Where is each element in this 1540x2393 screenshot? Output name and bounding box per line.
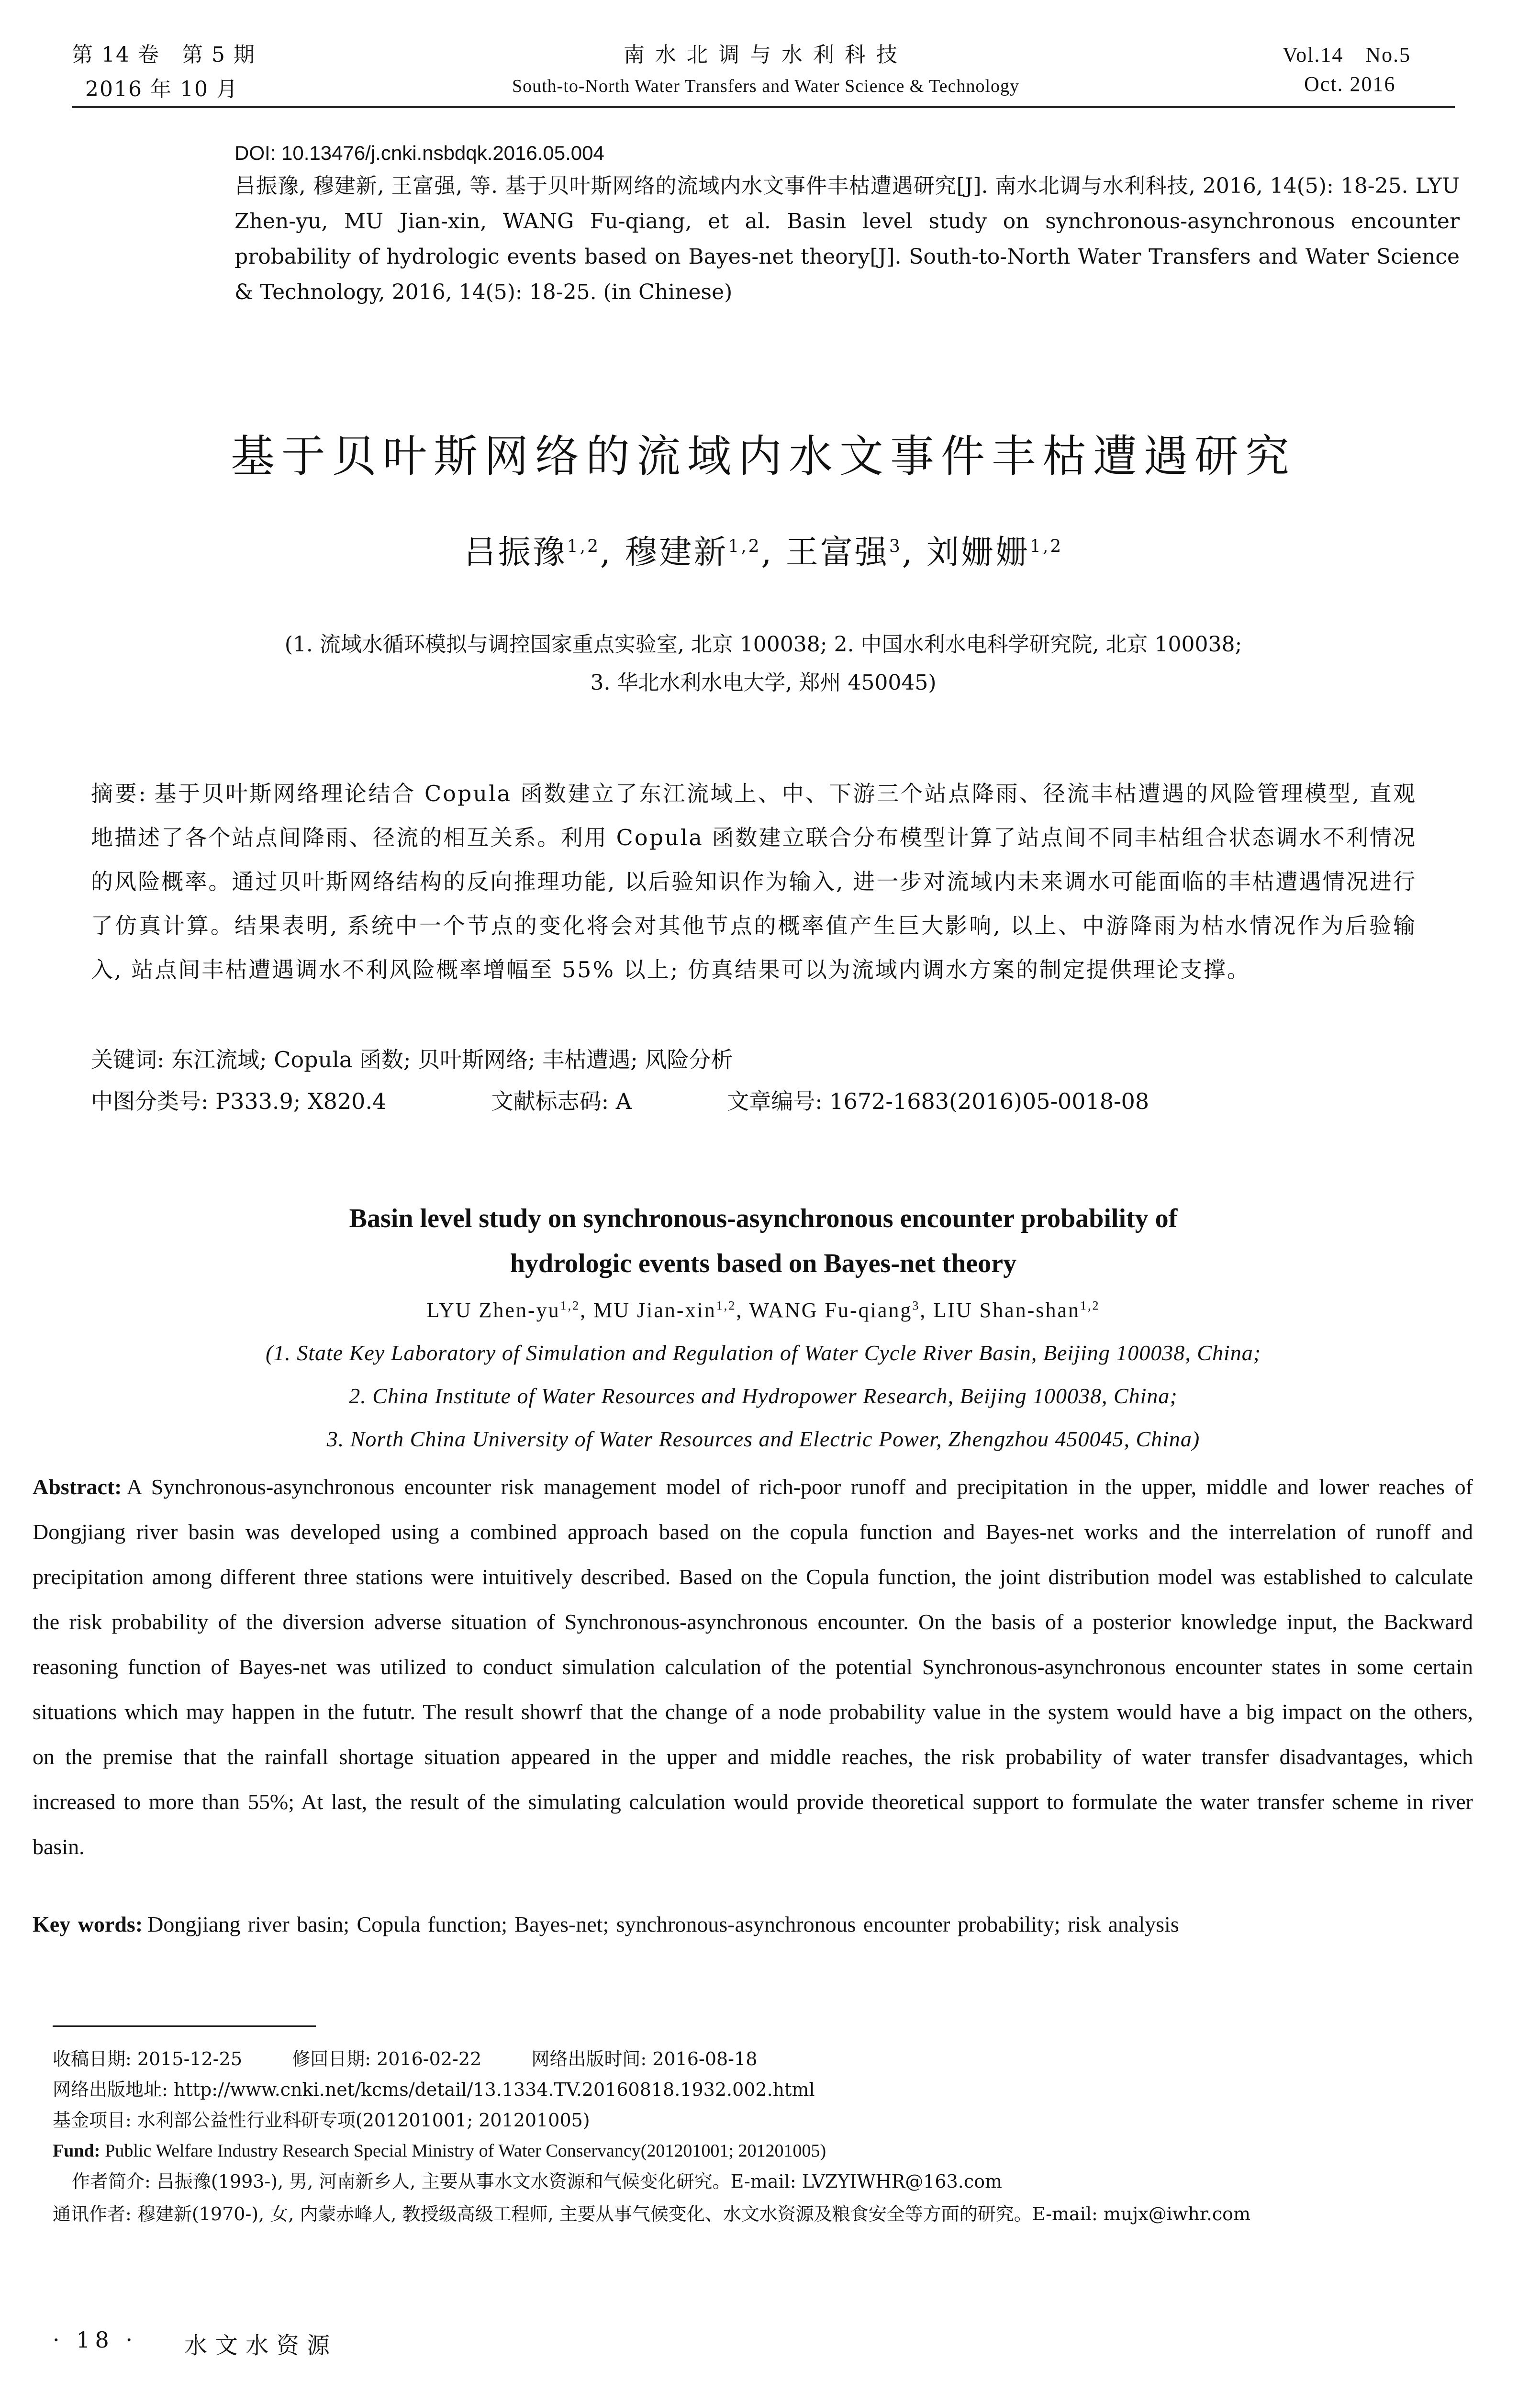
author-affil-sup: 1,2 [1029,537,1063,557]
author-name: 王富强 [785,534,889,571]
footnote-corresponding [53,2199,1460,2229]
header-date-en: Oct. 2016 [1304,72,1396,96]
header-date: 2016 年 10 月 [85,77,238,101]
header-rule [72,106,1455,108]
corr-text: 穆建新(1970-), 女, 内蒙赤峰人, 教授级高级工程师, 主要从事气候变化、水文水资源及粮食安全等方面的研究。E-mail: mujx@iwhr.com [137,2203,1251,2225]
footnote-url [53,2074,815,2105]
author-name-en: WANG Fu-qiang [749,1298,913,1322]
keywords-cn-label: 关键词: [91,1047,165,1073]
citation-reference: 吕振豫, 穆建新, 王富强, 等. 基于贝叶斯网络的流域内水文事件丰枯遭遇研究[J]. 南水北调与水利科技, 2016, 14(5): 18-25. LYU Zhen-yu, MU Jian-xin, WANG Fu-qiang, et al. Basin level study on synchronous-asynchronous encounter probability of hydrologic events based on Bayes-net theory[J]. South-to-North Water Transfers and Water Science & Technology, 2016, 14(5): 18-25. (in Chinese) [234,174,1460,304]
online-url[interactable]: http://www.cnki.net/kcms/detail/13.1334.TV.20160818.1932.002.html [173,2079,815,2100]
author-affil-sup: 1,2 [728,537,761,557]
class-value: P333.9; X820.4 [215,1088,387,1114]
abstract-cn [91,772,1417,992]
author-affil-sup: 1,2 [560,1298,580,1313]
affiliations-en-line3: 3. North China University of Water Resources and Electric Power, Zhengzhou 450045, China) [326,1427,1200,1451]
author-bio-label: 作者简介: [72,2171,151,2192]
keywords-en-text: Dongjiang river basin; Copula function; Bayes-net; synchronous-asynchronous encounter probability; risk analysis [147,1912,1179,1936]
author-affil-sup: 3 [889,537,902,557]
author-name: 吕振豫 [463,534,567,571]
fund-en-label: Fund: [53,2141,100,2161]
url-label: 网络出版地址: [53,2079,168,2100]
authors-cn: 吕振豫$^{1,2}$, 穆建新$^{1,2}$, 王富强$^3$, 刘姗姗$^{1,2}$ [463,534,1063,571]
header-journal-en: South-to-North Water Transfers and Water Science & Technology [512,76,1020,96]
fund-cn-label: 基金项目: [53,2110,132,2131]
doc-code-label: 文献标志码: [491,1088,609,1114]
affiliations-cn-line2: 3. 华北水利水电大学, 郑州 450045) [590,671,937,695]
author-affil-sup: 3 [912,1298,920,1313]
author-affil-sup: 1,2 [567,537,601,557]
classification-line [91,1084,1149,1116]
affiliations-cn-line1: (1. 流域水循环模拟与调控国家重点实验室, 北京 100038; 2. 中国水利水电科学研究院, 北京 100038; [284,632,1242,657]
article-no-value: 1672-1683(2016)05-0018-08 [829,1088,1149,1114]
abstract-cn-label: 摘要: [91,781,147,806]
fund-en-text: Public Welfare Industry Research Special Ministry of Water Conservancy(201201001; 201201005) [105,2141,826,2161]
authors-en: LYU Zhen-yu$^{1,2}$, MU Jian-xin$^{1,2}$, WANG Fu-qiang$^3$, LIU Shan-shan$^{1,2}$ [426,1298,1100,1322]
revised-date: 2016-02-22 [377,2048,482,2069]
doc-code-value: A [615,1088,632,1114]
corr-label: 通讯作者: [53,2203,132,2225]
footnote-rule [53,2025,316,2027]
keywords-en [33,1902,1473,1947]
header-vol-no-en: Vol.14 No.5 [1283,43,1411,67]
author-name: 穆建新 [625,534,728,571]
section-name: 水文水资源 [184,2332,338,2359]
header-journal-cn: 南水北调与水利科技 [624,43,908,67]
received-label: 收稿日期: [53,2048,132,2069]
article-title-en-line1: Basin level study on synchronous-asynchronous encounter probability of [349,1204,1178,1233]
author-name-en: MU Jian-xin [593,1298,716,1322]
online-date: 2016-08-18 [652,2048,758,2069]
received-date: 2015-12-25 [137,2048,242,2069]
abstract-en [33,1465,1473,1869]
online-label: 网络出版时间: [531,2048,647,2069]
affiliations-en-line1: (1. State Key Laboratory of Simulation and Regulation of Water Cycle River Basin, Beijing 100038, China; [265,1341,1261,1365]
doi: DOI: 10.13476/j.cnki.nsbdqk.2016.05.004 [234,142,604,164]
header-volume-issue: 第 14 卷 第 5 期 [72,43,256,67]
keywords-en-label: Key words: [33,1912,143,1936]
author-name-en: LIU Shan-shan [933,1298,1080,1322]
keywords-cn [91,1042,733,1074]
footnote-fund-cn [53,2105,590,2136]
abstract-en-label: Abstract: [33,1475,122,1499]
footnote-author-bio [72,2166,1002,2197]
author-bio-text: 吕振豫(1993-), 男, 河南新乡人, 主要从事水文水资源和气候变化研究。E-mail: LVZYIWHR@163.com [156,2171,1003,2192]
author-name-en: LYU Zhen-yu [426,1298,560,1322]
keywords-cn-text: 东江流域; Copula 函数; 贝叶斯网络; 丰枯遭遇; 风险分析 [171,1047,733,1073]
author-name: 刘姗姗 [926,534,1030,571]
abstract-en-text: A Synchronous-asynchronous encounter risk management model of rich-poor runoff and precipitation in the upper, middle and lower reaches of Dongjiang river basin was developed using a combined approach based on the copula function and Bayes-net works and the interrelation of runoff and precipitation among different three stations were intuitively described. Based on the Copula function, the joint distribution model was established to calculate the risk probability of the diversion adverse situation of Synchronous-asynchronous encounter. On the basis of a posterior knowledge input, the Backward reasoning function of Bayes-net was utilized to conduct simulation calculation of the potential Synchronous-asynchronous encounter states in some certain situations which may happen in the fututr. The result showrf that the change of a node probability value in the system would have a big impact on the others, on the premise that the rainfall shortage situation appeared in the upper and middle reaches, the risk probability of water transfer disadvantages, which increased to more than 55%; At last, the result of the simulating calculation would provide theoretical support to formulate the water transfer scheme in river basin. [33,1475,1473,1859]
author-affil-sup: 1,2 [1080,1298,1100,1313]
article-title-cn: 基于贝叶斯网络的流域内水文事件丰枯遭遇研究 [230,431,1296,482]
abstract-cn-text: 基于贝叶斯网络理论结合 Copula 函数建立了东江流域上、中、下游三个站点降雨、径流丰枯遭遇的风险管理模型, 直观地描述了各个站点间降雨、径流的相互关系。利用 Copula 函数建立联合分布模型计算了站点间不同丰枯组合状态调水不利情况的风险概率。通过贝叶斯网络结构的反向推理功能, 以后验知识作为输入, 进一步对流域内未来调水可能面临的丰枯遭遇情况进行了仿真计算。结果表明, 系统中一个节点的变化将会对其他节点的概率值产生巨大影响, 以上、中游降雨为枯水情况作为后验输入, 站点间丰枯遭遇调水不利风险概率增幅至 55% 以上; 仿真结果可以为流域内调水方案的制定提供理论支撑。 [91,781,1417,983]
footnote-dates [53,2044,757,2074]
footnote-fund-en [53,2136,826,2166]
author-affil-sup: 1,2 [716,1298,737,1313]
fund-cn-text: 水利部公益性行业科研专项(201201001; 201201005) [137,2110,590,2131]
revised-label: 修回日期: [292,2048,371,2069]
article-no-label: 文章编号: [727,1088,823,1114]
page-number: · 18 · [53,2327,138,2353]
article-title-en-line2: hydrologic events based on Bayes-net theory [510,1249,1017,1278]
class-label: 中图分类号: [91,1088,209,1114]
affiliations-en-line2: 2. China Institute of Water Resources and Hydropower Research, Beijing 100038, China; [349,1384,1178,1408]
